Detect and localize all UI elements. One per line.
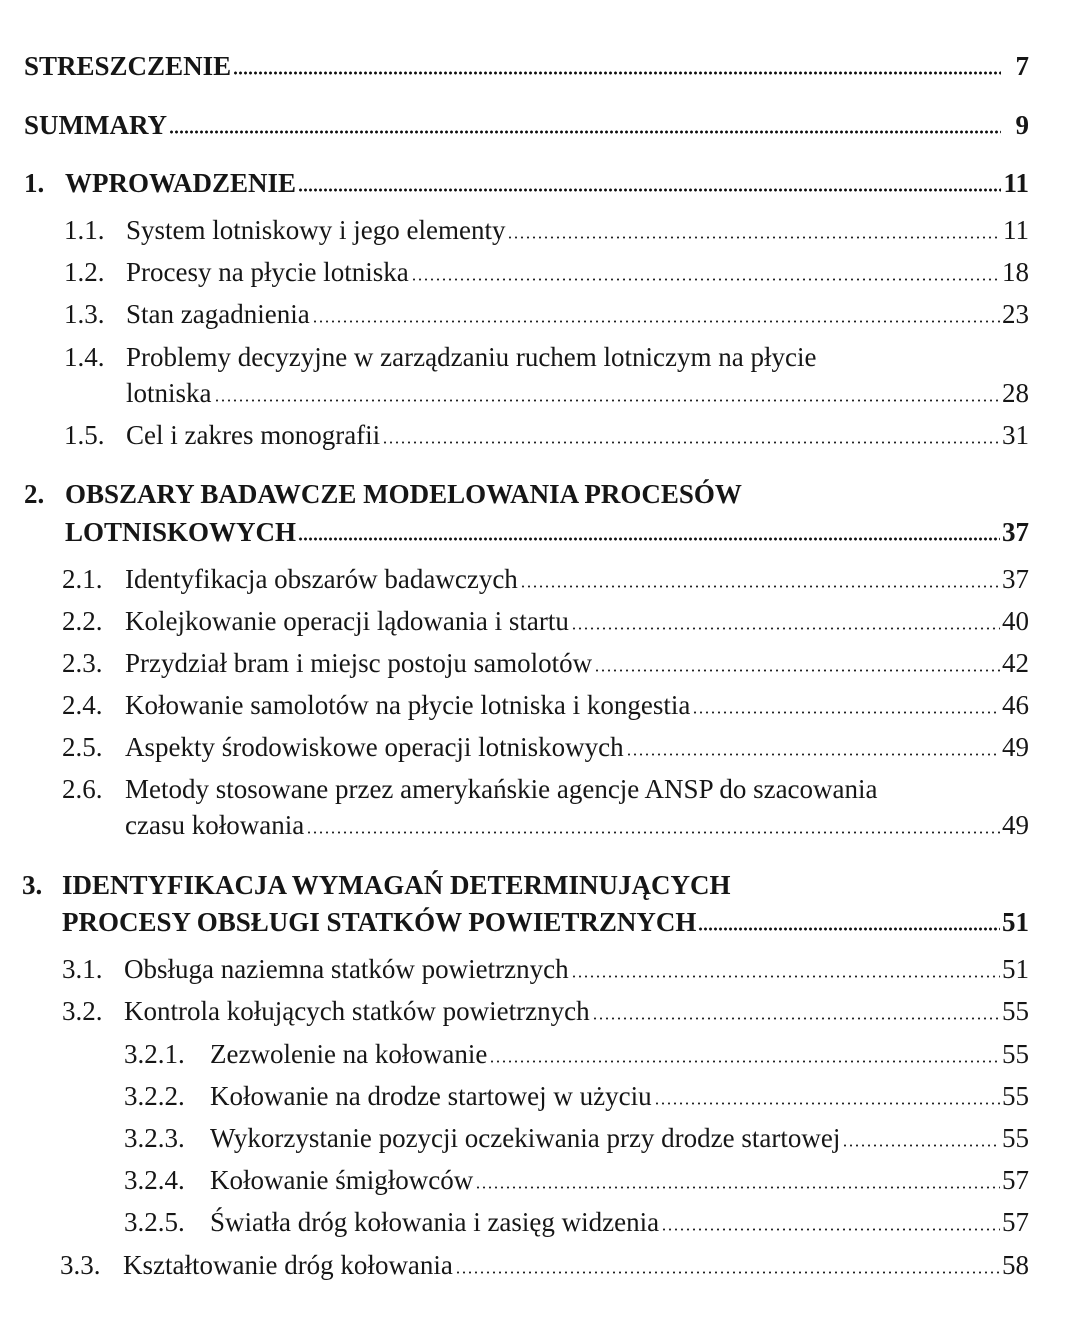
toc-title: Przydział bram i miejsc postoju samolotów [125,648,593,678]
toc-title-line-2: LOTNISKOWYCH [65,517,297,547]
toc-title: Światła dróg kołowania i zasięg widzenia [210,1207,660,1237]
toc-number: 2.1. [62,564,103,594]
toc-title-line-1: Metody stosowane przez amerykańskie agencje ANSP do szacowania [125,774,878,804]
toc-page-number: 55 [1002,1123,1029,1153]
toc-page-number: 11 [1003,168,1029,198]
toc-number: 1.3. [64,299,105,329]
toc-page-number: 57 [1002,1165,1029,1195]
toc-number: 3.2. [62,996,103,1026]
toc-page-number: 28 [1002,378,1029,408]
toc-number: 1.1. [64,215,105,245]
toc-title-line-2: PROCESY OBSŁUGI STATKÓW POWIETRZNYCH [62,907,697,937]
toc-number: 3.3. [60,1250,101,1280]
toc-title: Kontrola kołujących statków powietrznych [124,996,590,1026]
dot-leader [306,831,1000,834]
dot-leader [475,1186,1000,1189]
toc-title: Zezwolenie na kołowanie [210,1039,488,1069]
toc-page-number: 42 [1002,648,1029,678]
dot-leader [169,130,1001,134]
toc-number: 1.2. [64,257,105,287]
toc-title-line-1: OBSZARY BADAWCZE MODELOWANIA PROCESÓW [65,479,742,509]
dot-leader [594,669,1000,672]
toc-page-number: 9 [1015,110,1029,140]
toc-title: Kołowanie samolotów na płycie lotniska i kongestia [125,690,691,720]
toc-title: Obsługa naziemna statków powietrznych [124,954,569,984]
toc-number: 3.2.1. [124,1039,185,1069]
toc-page-number: 55 [1002,1039,1029,1069]
toc-number: 1. [24,168,45,198]
toc-number: 3.1. [62,954,103,984]
toc-page-number: 51 [1002,907,1029,937]
toc-title: Aspekty środowiskowe operacji lotniskowych [125,732,624,762]
dot-leader [654,1102,1000,1105]
toc-number: 2.3. [62,648,103,678]
toc-title-line-1: Problemy decyzyjne w zarządzaniu ruchem lotniczym na płycie [126,342,817,372]
dot-leader [692,711,1000,714]
dot-leader [592,1017,1000,1020]
toc-number: 2.6. [62,774,103,804]
dot-leader [842,1144,1000,1147]
toc-page-number: 58 [1002,1250,1029,1280]
dot-leader [520,585,1000,588]
toc-number: 3.2.2. [124,1081,185,1111]
dot-leader [382,441,1000,444]
toc-title: SUMMARY [24,110,168,140]
dot-leader [214,399,1001,402]
toc-page-number: 51 [1002,954,1029,984]
toc-page-number: 55 [1002,996,1029,1026]
dot-leader [626,753,1000,756]
toc-title: Kołowanie śmigłowców [210,1165,474,1195]
toc-number: 1.5. [64,420,105,450]
dot-leader [489,1060,1000,1063]
toc-number: 1.4. [64,342,105,372]
toc-title: Kołowanie na drodze startowej w użyciu [210,1081,652,1111]
toc-number: 2.4. [62,690,103,720]
toc-title: STRESZCZENIE [24,51,232,81]
toc-number: 3.2.4. [124,1165,185,1195]
toc-title: Wykorzystanie pozycji oczekiwania przy drodze startowej [210,1123,841,1153]
toc-number: 3.2.5. [124,1207,185,1237]
toc-title: System lotniskowy i jego elementy [126,215,506,245]
toc-page-number: 40 [1002,606,1029,636]
toc-number: 3. [22,870,43,900]
dot-leader [571,975,1000,978]
toc-number: 2.2. [62,606,103,636]
toc-title: Stan zagadnienia [126,299,310,329]
toc-page-number: 55 [1002,1081,1029,1111]
toc-title: Kolejkowanie operacji lądowania i startu [125,606,569,636]
toc-title: Cel i zakres monografii [126,420,381,450]
toc-title: WPROWADZENIE [65,168,297,198]
toc-page-number: 46 [1002,690,1029,720]
toc-number: 2.5. [62,732,103,762]
dot-leader [233,71,1001,75]
toc-page-number: 31 [1002,420,1029,450]
toc-title-line-2: lotniska [126,378,212,408]
dot-leader [698,927,1000,931]
toc-page-number: 18 [1002,257,1029,287]
toc-page-number: 23 [1002,299,1029,329]
dot-leader [455,1271,1000,1274]
toc-title-line-2: czasu kołowania [125,810,305,840]
toc-page-number: 11 [1003,215,1029,245]
dot-leader [298,188,1001,192]
toc-number: 3.2.3. [124,1123,185,1153]
toc-title-line-1: IDENTYFIKACJA WYMAGAŃ DETERMINUJĄCYCH [62,870,731,900]
toc-page-number: 49 [1002,732,1029,762]
toc-page-number: 37 [1002,564,1029,594]
dot-leader [661,1228,1000,1231]
toc-title: Kształtowanie dróg kołowania [123,1250,453,1280]
toc-page-number: 49 [1002,810,1029,840]
toc-title: Identyfikacja obszarów badawczych [125,564,518,594]
dot-leader [571,627,1000,630]
toc-page-number: 57 [1002,1207,1029,1237]
dot-leader [507,236,1001,239]
toc-page-number: 7 [1015,51,1029,81]
toc-title: Procesy na płycie lotniska [126,257,409,287]
dot-leader [298,537,1000,541]
toc-number: 2. [24,479,45,509]
toc-page-number: 37 [1002,517,1029,547]
dot-leader [312,320,1000,323]
dot-leader [411,278,1000,281]
